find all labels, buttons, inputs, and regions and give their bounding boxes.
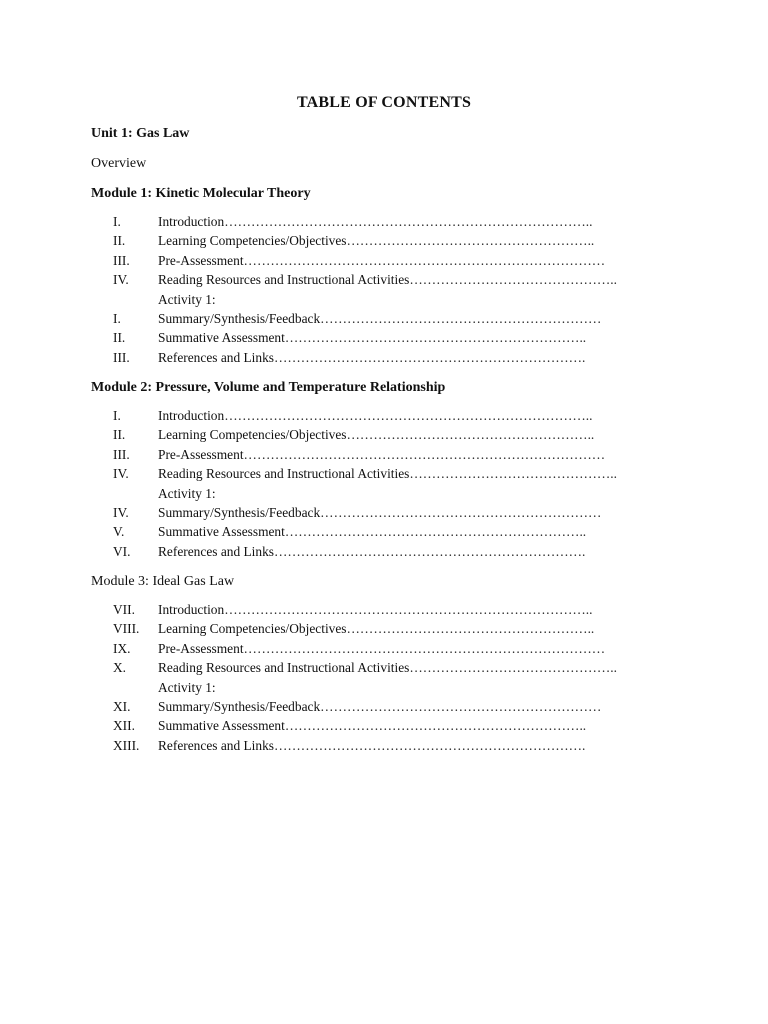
entry-number: IV. <box>113 504 129 520</box>
toc-entry[interactable] <box>113 505 673 524</box>
entry-number: III. <box>113 446 130 462</box>
entry-number: III. <box>113 349 130 365</box>
toc-entry[interactable] <box>113 292 673 311</box>
dot-leader: ……………………………………….. <box>409 466 617 482</box>
module-3-heading: Module 3: Ideal Gas Law <box>91 574 235 589</box>
toc-entry[interactable] <box>113 350 673 369</box>
dot-leader: ……………………………………………….. <box>346 233 595 249</box>
toc-entry[interactable] <box>113 699 673 718</box>
toc-entry[interactable] <box>113 214 673 233</box>
toc-entry[interactable] <box>113 466 673 485</box>
entry-number: I. <box>113 214 121 229</box>
entry-label: Summary/Synthesis/Feedback <box>158 310 321 326</box>
entry-label: Learning Competencies/Objectives <box>158 427 347 443</box>
toc-entry[interactable] <box>113 486 673 505</box>
dot-leader: ……………………………………………….. <box>346 621 595 637</box>
entry-label: Summary/Synthesis/Feedback <box>158 698 321 714</box>
module-1-list <box>113 214 673 369</box>
dot-leader: ……………………………………………………………………… <box>243 446 606 462</box>
toc-entry[interactable] <box>113 272 673 291</box>
dot-leader: ……………………………………………………………………… <box>243 640 606 656</box>
dot-leader: ……………………………………………………………………….. <box>224 602 593 617</box>
entry-number: I. <box>113 310 121 326</box>
entry-label: References and Links <box>158 349 275 365</box>
dot-leader: ……………………………………………………………………….. <box>224 214 593 229</box>
entry-number: IX. <box>113 640 131 656</box>
entry-number: III. <box>113 252 130 268</box>
dot-leader: ………………………………………………………….. <box>284 330 587 346</box>
entry-label: Activity 1: <box>158 485 216 501</box>
toc-entry[interactable] <box>113 621 673 640</box>
module-1-heading: Module 1: Kinetic Molecular Theory <box>91 186 311 201</box>
module-2-list <box>113 408 673 563</box>
entry-number: IV. <box>113 466 129 482</box>
entry-number: VIII. <box>113 621 140 637</box>
dot-leader: ……………………………………….. <box>409 660 617 676</box>
module-2-heading: Module 2: Pressure, Volume and Temperature Relationship <box>91 380 446 395</box>
entry-number: V. <box>113 524 125 540</box>
entry-label: Learning Competencies/Objectives <box>158 233 347 249</box>
entry-number: XI. <box>113 698 131 714</box>
unit-heading: Unit 1: Gas Law <box>91 126 190 141</box>
dot-leader: ……………………………………………………… <box>320 504 602 520</box>
entry-number: VI. <box>113 543 131 559</box>
toc-entry[interactable] <box>113 524 673 543</box>
entry-label: Pre-Assessment <box>158 640 244 656</box>
entry-label: Summative Assessment <box>158 718 285 734</box>
toc-entry[interactable] <box>113 660 673 679</box>
entry-label: Introduction <box>158 602 225 617</box>
dot-leader: ……………………………………….. <box>409 272 617 288</box>
toc-entry[interactable] <box>113 738 673 757</box>
toc-entry[interactable] <box>113 718 673 737</box>
toc-entry[interactable] <box>113 641 673 660</box>
toc-entry[interactable] <box>113 680 673 699</box>
entry-label: References and Links <box>158 543 275 559</box>
entry-number: VII. <box>113 602 135 617</box>
entry-number: XII. <box>113 718 135 734</box>
toc-entry[interactable] <box>113 233 673 252</box>
entry-number: IV. <box>113 272 129 288</box>
entry-label: Reading Resources and Instructional Activities <box>158 466 410 482</box>
entry-label: Reading Resources and Instructional Activities <box>158 272 410 288</box>
dot-leader: ……………………………………………………………. <box>274 737 586 753</box>
overview-heading: Overview <box>91 156 147 171</box>
toc-entry[interactable] <box>113 447 673 466</box>
entry-label: Introduction <box>158 214 225 229</box>
page-title: TABLE OF CONTENTS <box>296 94 472 111</box>
toc-entry[interactable] <box>113 427 673 446</box>
toc-entry[interactable] <box>113 253 673 272</box>
dot-leader: ……………………………………………………… <box>320 698 602 714</box>
entry-label: Pre-Assessment <box>158 446 244 462</box>
entry-label: References and Links <box>158 737 275 753</box>
entry-label: Activity 1: <box>158 291 216 307</box>
dot-leader: ……………………………………………………………. <box>274 543 586 559</box>
entry-label: Pre-Assessment <box>158 252 244 268</box>
entry-label: Reading Resources and Instructional Activities <box>158 660 410 676</box>
entry-number: I. <box>113 408 121 423</box>
dot-leader: ………………………………………………………….. <box>284 524 587 540</box>
entry-number: X. <box>113 660 127 676</box>
toc-entry[interactable] <box>113 408 673 427</box>
dot-leader: ……………………………………………………………………….. <box>224 408 593 423</box>
dot-leader: ……………………………………………………………………… <box>243 252 606 268</box>
entry-number: XIII. <box>113 737 140 753</box>
module-3-list <box>113 602 673 757</box>
toc-entry[interactable] <box>113 330 673 349</box>
entry-label: Summative Assessment <box>158 330 285 346</box>
dot-leader: ………………………………………………………….. <box>284 718 587 734</box>
entry-number: II. <box>113 233 126 249</box>
entry-label: Introduction <box>158 408 225 423</box>
dot-leader: ……………………………………………….. <box>346 427 595 443</box>
entry-label: Activity 1: <box>158 679 216 695</box>
entry-number: II. <box>113 330 126 346</box>
toc-entry[interactable] <box>113 544 673 563</box>
entry-label: Learning Competencies/Objectives <box>158 621 347 637</box>
dot-leader: ……………………………………………………… <box>320 310 602 326</box>
entry-label: Summary/Synthesis/Feedback <box>158 504 321 520</box>
toc-entry[interactable] <box>113 311 673 330</box>
entry-number: II. <box>113 427 126 443</box>
dot-leader: ……………………………………………………………. <box>274 349 586 365</box>
entry-label: Summative Assessment <box>158 524 285 540</box>
toc-entry[interactable] <box>113 602 673 621</box>
